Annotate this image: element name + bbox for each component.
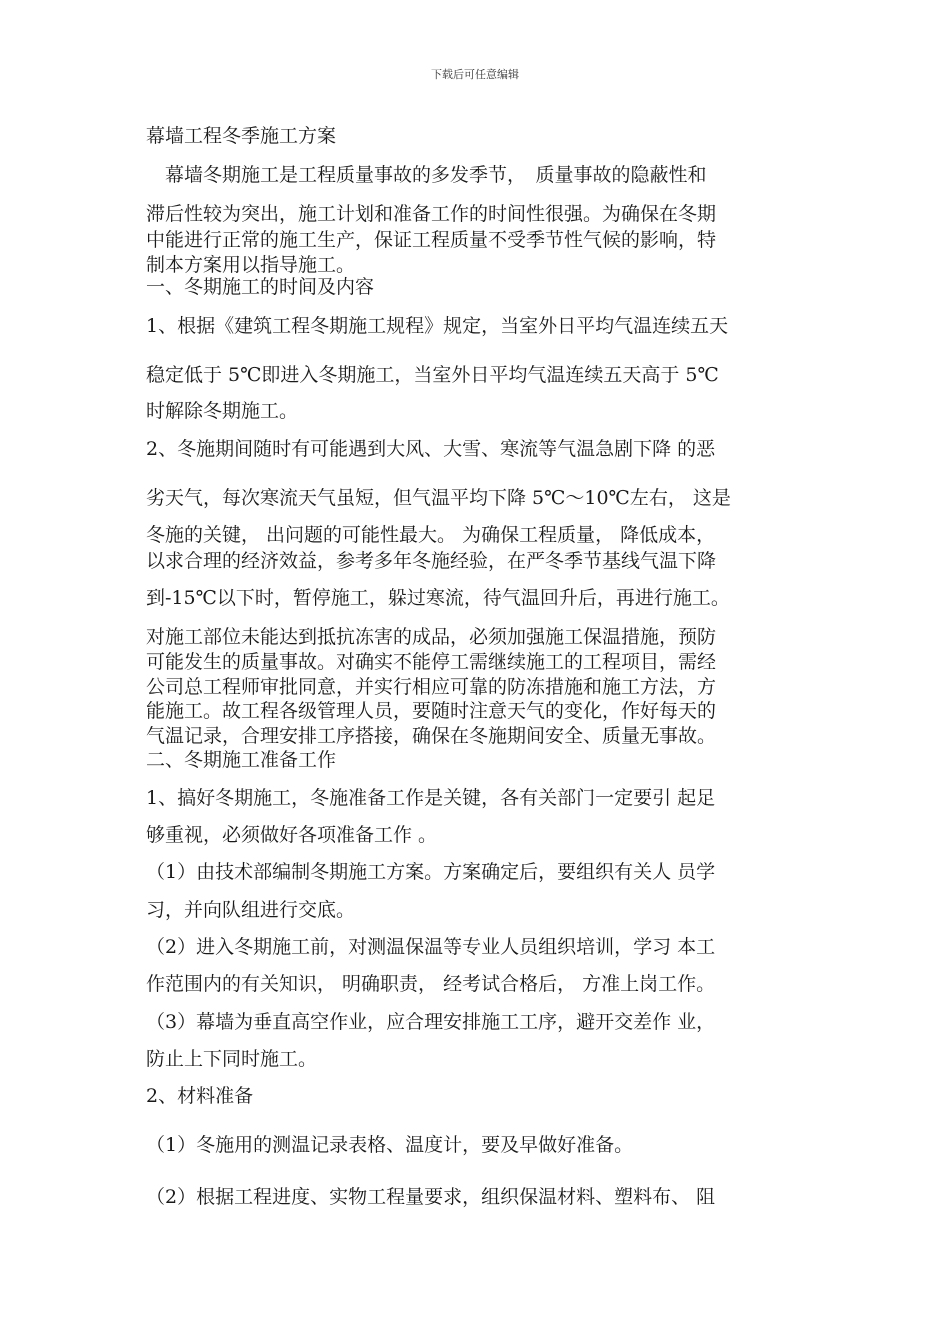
- paragraph-line: 到-15℃以下时，暂停施工，躲过寒流，待气温回升后，再进行施工。: [146, 587, 730, 609]
- paragraph-line: 2、冬施期间随时有可能遇到大风、大雪、寒流等气温急剧下降 的恶: [146, 438, 716, 460]
- paragraph-line: 公司总工程师审批同意，并实行相应可靠的防冻措施和施工方法，方: [146, 676, 717, 698]
- paragraph-line: 滞后性较为突出，施工计划和准备工作的时间性很强。为确保在冬期: [146, 203, 717, 225]
- paragraph-line: 劣天气，每次寒流天气虽短，但气温平均下降 5℃～10℃左右， 这是: [146, 487, 731, 509]
- paragraph-line: 对施工部位未能达到抵抗冻害的成品，必须加强施工保温措施，预防: [146, 626, 717, 648]
- paragraph-line: 1、根据《建筑工程冬期施工规程》规定，当室外日平均气温连续五天: [146, 315, 729, 337]
- paragraph-line: （2）进入冬期施工前，对测温保温等专业人员组织培训，学习 本工: [146, 936, 716, 958]
- paragraph-line: 以求合理的经济效益，参考多年冬施经验，在严冬季节基线气温下降: [146, 550, 717, 572]
- paragraph-line: 冬施的关键， 出问题的可能性最大。 为确保工程质量， 降低成本，: [146, 524, 716, 546]
- paragraph-line: 可能发生的质量事故。对确实不能停工需继续施工的工程项目，需经: [146, 651, 717, 673]
- paragraph-line: 习，并向队组进行交底。: [146, 899, 356, 921]
- paragraph-line: 能施工。故工程各级管理人员，要随时注意天气的变化，作好每天的: [146, 700, 717, 722]
- paragraph-line: （1）由技术部编制冬期施工方案。方案确定后，要组织有关人 员学: [146, 861, 716, 883]
- paragraph-line: （2）根据工程进度、实物工程量要求，组织保温材料、塑料布、 阻: [146, 1186, 716, 1208]
- paragraph-line: 1、搞好冬期施工，冬施准备工作是关键，各有关部门一定要引 起足: [146, 787, 716, 809]
- paragraph-line: 够重视，必须做好各项准备工作 。: [146, 824, 438, 846]
- page-header: 下载后可任意编辑: [431, 68, 519, 81]
- paragraph-line: 作范围内的有关知识， 明确职责， 经考试合格后， 方准上岗工作。: [146, 973, 716, 995]
- section-heading: 二、冬期施工准备工作: [146, 749, 337, 771]
- section-heading: 2、材料准备: [146, 1085, 254, 1107]
- paragraph-line: 中能进行正常的施工生产，保证工程质量不受季节性气候的影响，特: [146, 229, 717, 251]
- section-heading: 一、冬期施工的时间及内容: [146, 276, 375, 298]
- paragraph-line: 制本方案用以指导施工。: [146, 254, 356, 276]
- document-title: 幕墙工程冬季施工方案: [146, 125, 337, 147]
- paragraph-line: （1）冬施用的测温记录表格、温度计，要及早做好准备。: [146, 1134, 634, 1156]
- paragraph-line: 防止上下同时施工。: [146, 1048, 318, 1070]
- paragraph-line: 幕墙冬期施工是工程质量事故的多发季节， 质量事故的隐蔽性和: [146, 164, 707, 186]
- paragraph-line: 时解除冬期施工。: [146, 400, 299, 422]
- paragraph-line: 稳定低于 5℃即进入冬期施工，当室外日平均气温连续五天高于 5℃: [146, 364, 719, 386]
- paragraph-line: （3）幕墙为垂直高空作业，应合理安排施工工序，避开交差作 业，: [146, 1011, 716, 1033]
- paragraph-line: 气温记录，合理安排工序搭接，确保在冬施期间安全、质量无事故。: [146, 725, 717, 747]
